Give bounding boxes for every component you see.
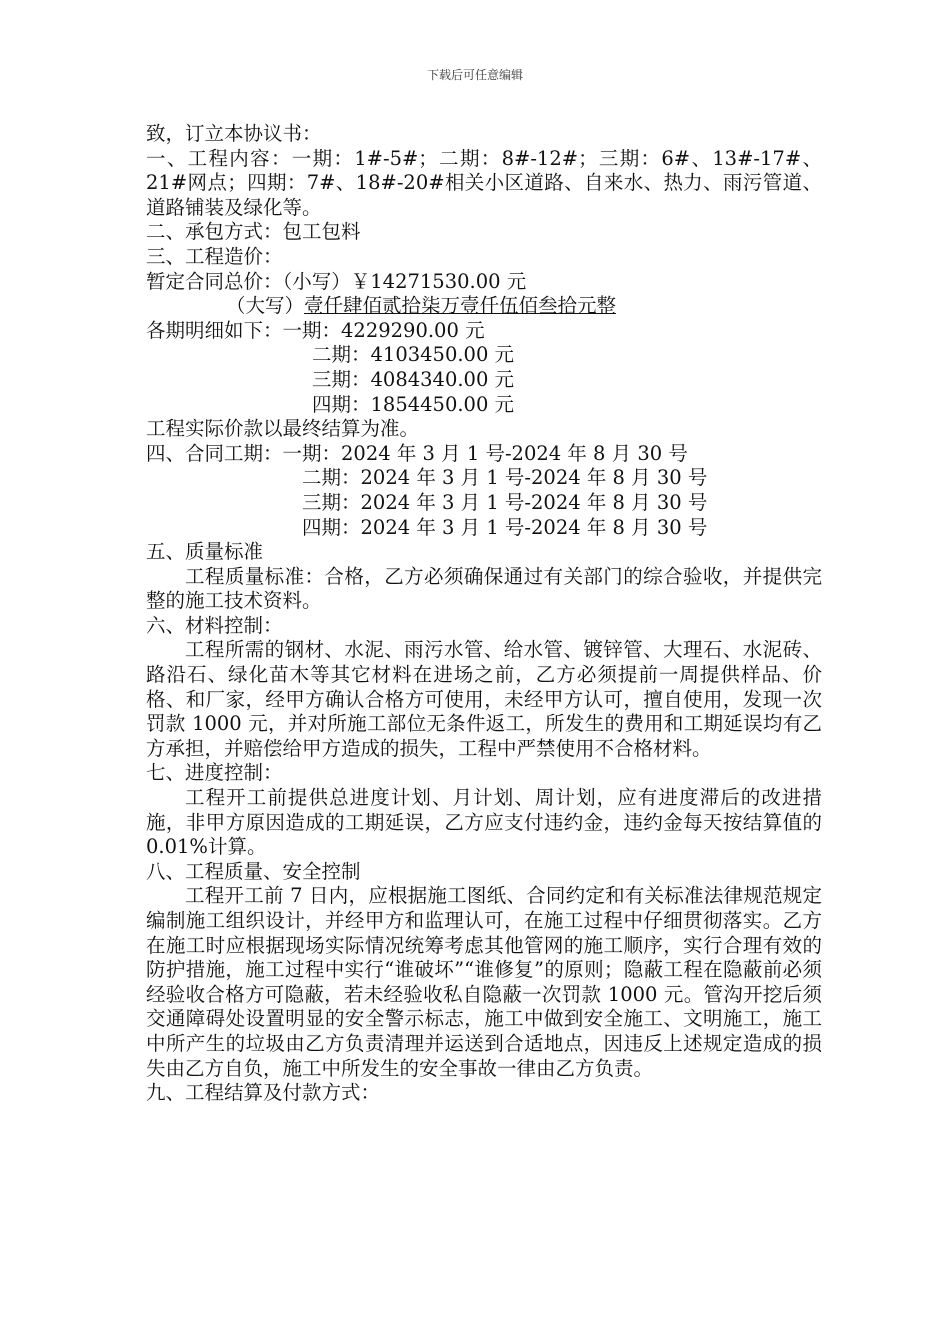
section-5-title: 五、质量标准 — [146, 540, 264, 564]
section-2-contract-mode: 二、承包方式：包工包料 — [146, 220, 361, 244]
section-1-scope: 一、工程内容：一期：1#-5#；二期：8#-12#；三期：6#、13#-17#、21#网点；四期：7#、18#-20#相关小区道路、自来水、热力、雨污管道、道路铺装及绿化等。 — [146, 146, 822, 219]
page-header: 下载后可任意编辑 — [426, 68, 523, 82]
section-6-body: 工程所需的钢材、水泥、雨污水管、给水管、镀锌管、大理石、水泥砖、路沿石、绿化苗木等其它材料在进场之前，乙方必须提前一周提供样品、价格、和厂家，经甲方确认合格方可使用，未经甲方认可，擅自使用，发现一次罚款 1000 元，并对所施工部位无条件返工，所发生的费用和工期延误均有乙方承担，并赔偿给甲方造成的损失，工程中严禁使用不合格材料。 — [146, 638, 822, 760]
price-big-prefix: （大写） — [226, 294, 305, 318]
period-1-price: 一期：4229290.00 元 — [282, 318, 485, 342]
section-4-title: 四、合同工期： — [146, 441, 283, 465]
settlement-note: 工程实际价款以最终结算为准。 — [146, 417, 420, 441]
price-small: 暂定合同总价：（小写）￥14271530.00 元 — [146, 269, 527, 293]
price-big — [146, 294, 822, 319]
intro-line: 致，订立本协议书： — [146, 122, 322, 145]
period-4-price: 四期：1854450.00 元 — [312, 392, 515, 416]
section-8-body: 工程开工前 7 日内，应根据施工图纸、合同约定和有关标准法律规范规定编制施工组织设计，并经甲方和监理认可，在施工过程中仔细贯彻落实。乙方在施工时应根据现场实际情况统筹考虑其他管网的施工顺序，实行合理有效的防护措施，施工过程中实行“谁破坏”“谁修复”的原则；隐蔽工程在隐蔽前必须经验收合格方可隐蔽，若未经验收私自隐蔽一次罚款 1000 元。管沟开挖后须交通障碍处设置明显的安全警示标志，施工中做到安全施工、文明施工，施工中所产生的垃圾由乙方负责清理并运送到合适地点，因违反上述规定造成的损失由乙方自负，施工中所发生的安全事故一律由乙方负责。 — [146, 884, 822, 1080]
period-3-price: 三期：4084340.00 元 — [312, 367, 515, 391]
document-body — [146, 122, 822, 1106]
section-3-title: 三、工程造价： — [146, 244, 283, 268]
period-3-dates: 三期：2024 年 3 月 1 号-2024 年 8 月 30 号 — [302, 490, 708, 514]
section-9-title: 九、工程结算及付款方式： — [146, 1081, 381, 1105]
section-5-body: 工程质量标准：合格，乙方必须确保通过有关部门的综合验收，并提供完整的施工技术资料。 — [146, 564, 822, 613]
period-2-price: 二期：4103450.00 元 — [312, 343, 515, 367]
period-1-dates: 一期：2024 年 3 月 1 号-2024 年 8 月 30 号 — [282, 441, 688, 465]
period-4-dates: 四期：2024 年 3 月 1 号-2024 年 8 月 30 号 — [302, 515, 708, 539]
section-6-title: 六、材料控制： — [146, 613, 283, 637]
periods-row-1 — [146, 319, 822, 344]
periods-intro: 各期明细如下： — [146, 318, 283, 342]
period-2-dates: 二期：2024 年 3 月 1 号-2024 年 8 月 30 号 — [302, 466, 708, 490]
price-big-value: 壹仟肆佰贰拾柒万壹仟伍佰叁拾元整 — [304, 294, 617, 318]
dates-row-1 — [146, 442, 822, 467]
section-8-title: 八、工程质量、安全控制 — [146, 859, 361, 883]
section-7-body: 工程开工前提供总进度计划、月计划、周计划，应有进度滞后的改进措施，非甲方原因造成的工期延误，乙方应支付违约金，违约金每天按结算值的 0.01%计算。 — [146, 786, 822, 859]
section-7-title: 七、进度控制： — [146, 761, 283, 785]
